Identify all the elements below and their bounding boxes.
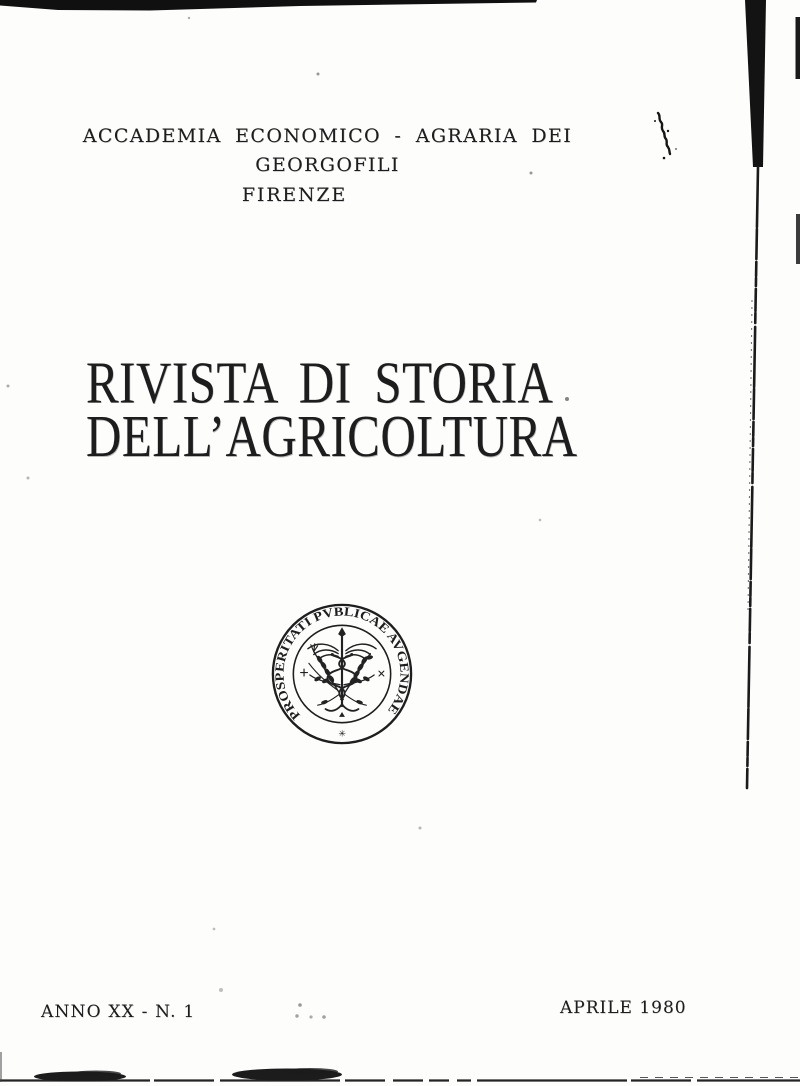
journal-title-line1: RIVISTA DI STORIA [86, 348, 554, 416]
scan-artifact-top-edge [0, 0, 537, 11]
caduceus-icon [308, 627, 376, 717]
seal-motto-text: PROSPERITATI PVBLICAE AVGENDAE [272, 604, 412, 723]
issue-info: ANNO XX - N. 1 [41, 1002, 196, 1022]
institution-city: FIRENZE [241, 183, 348, 206]
institution-name: ACCADEMIA ECONOMICO - AGRARIA DEI GEORGOFILI [82, 125, 573, 177]
ink-scribble-mark [654, 113, 677, 159]
scan-artifact-right-edge-mark-2 [796, 214, 800, 264]
georgofili-seal [269, 601, 415, 747]
scan-artifact-right-bar [745, 0, 766, 167]
date-info: APRILE 1980 [560, 998, 687, 1018]
scan-artifact-bottom-smudge-left [34, 1071, 126, 1082]
journal-title [86, 348, 578, 470]
scan-artifact-left-bottom-tick [0, 1052, 2, 1082]
journal-title-line2: DELL’AGRICOLTURA [86, 402, 578, 470]
institution-block [55, 122, 600, 210]
scan-artifact-right-line [747, 167, 758, 788]
scan-artifact-right-edge-mark-1 [796, 17, 800, 79]
scan-artifact-right-faint-dashes [748, 300, 752, 612]
seal-bottom-ornament: ✳ [338, 729, 346, 740]
scan-artifact-bottom-smudge-mid [232, 1068, 342, 1081]
